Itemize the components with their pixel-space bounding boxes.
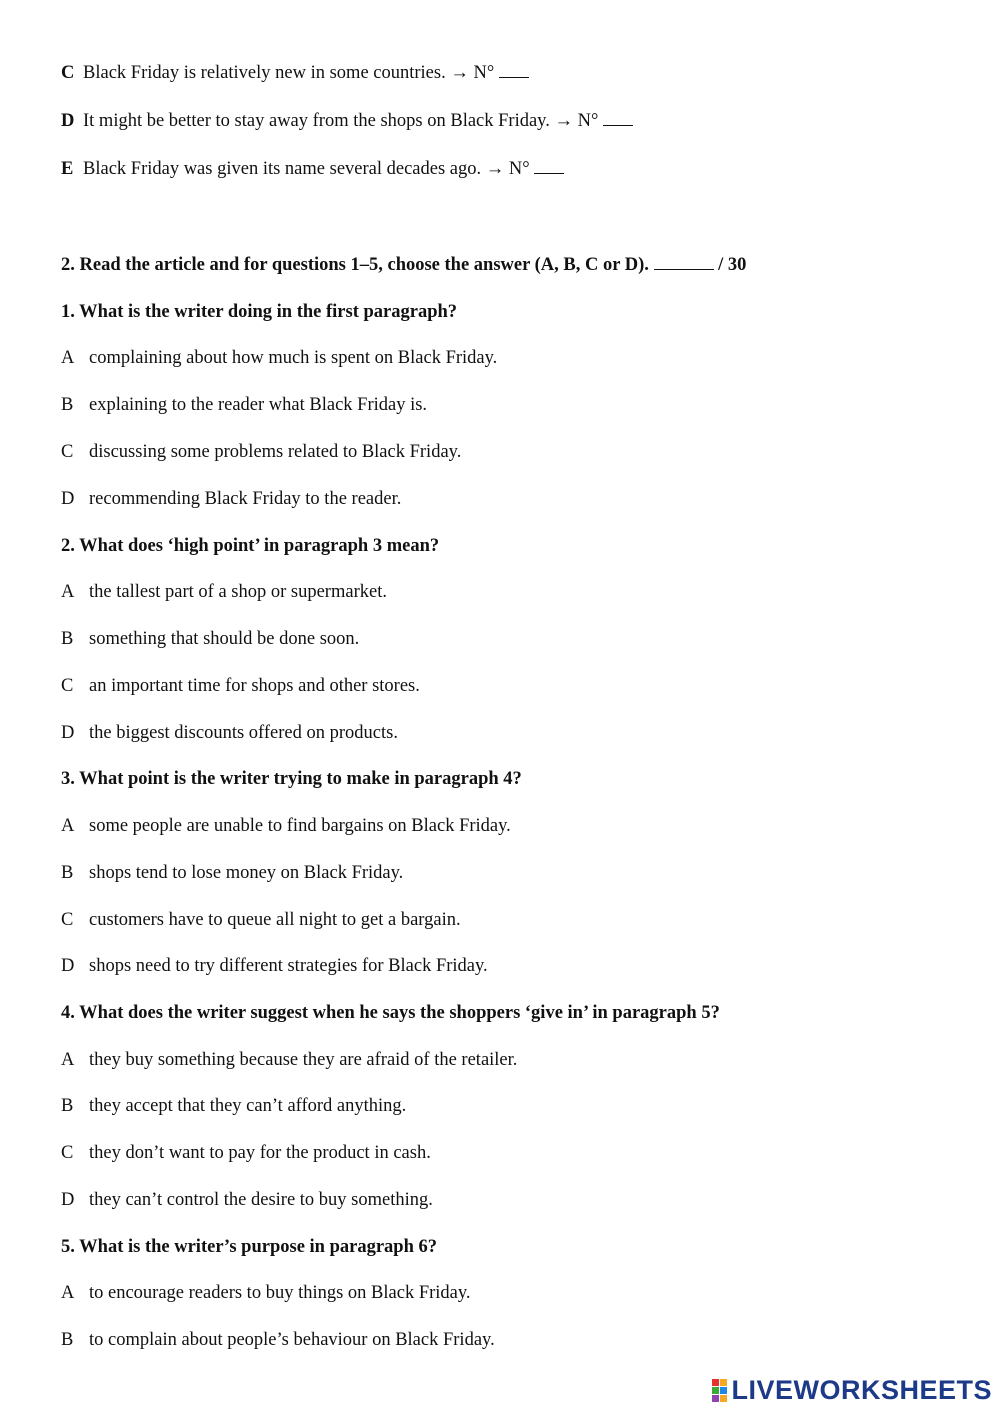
option-letter: C — [61, 442, 74, 462]
question-4: 4. What does the writer suggest when he says the shoppers ‘give in’ in paragraph 5? — [61, 1003, 720, 1023]
option-letter: C — [61, 910, 74, 930]
arrow-icon: → — [450, 63, 469, 83]
option-letter: D — [61, 956, 75, 976]
logo-text: LIVEWORKSHEETS — [731, 1374, 992, 1405]
option-5a[interactable] — [61, 1282, 471, 1304]
option-2a[interactable] — [61, 581, 387, 603]
option-letter: C — [61, 676, 74, 696]
option-letter: B — [61, 1330, 74, 1350]
arrow-icon: → — [554, 111, 573, 131]
option-4c[interactable] — [61, 1142, 431, 1164]
section-heading-text: 2. Read the article and for questions 1–5, choose the answer (A, B, C or D). — [61, 255, 649, 275]
liveworksheets-logo[interactable] — [712, 1375, 992, 1405]
option-1a[interactable] — [61, 347, 497, 369]
option-text: the biggest discounts offered on products. — [89, 723, 398, 743]
option-2d[interactable] — [61, 722, 398, 744]
option-text: to complain about people’s behaviour on Black Friday. — [89, 1330, 495, 1350]
option-text: they can’t control the desire to buy something. — [89, 1190, 433, 1210]
option-text: they accept that they can’t afford anything. — [89, 1096, 407, 1116]
option-letter: C — [61, 1143, 74, 1163]
matching-item-e — [61, 158, 564, 180]
question-5: 5. What is the writer’s purpose in paragraph 6? — [61, 1237, 437, 1257]
option-1b[interactable] — [61, 394, 427, 416]
option-text: shops need to try different strategies for Black Friday. — [89, 956, 488, 976]
option-letter: B — [61, 395, 74, 415]
option-1d[interactable] — [61, 488, 401, 510]
option-3b[interactable] — [61, 862, 403, 884]
option-text: shops tend to lose money on Black Friday. — [89, 863, 404, 883]
option-text: to encourage readers to buy things on Black Friday. — [89, 1283, 471, 1303]
number-label: N° — [577, 111, 599, 131]
option-letter: B — [61, 863, 74, 883]
option-text: the tallest part of a shop or supermarket. — [89, 582, 387, 602]
option-3a[interactable] — [61, 815, 511, 837]
number-label: N° — [508, 159, 530, 179]
section-heading — [61, 254, 746, 276]
option-letter: A — [61, 1283, 75, 1303]
item-text: Black Friday is relatively new in some countries. — [83, 63, 446, 83]
matching-item-c — [61, 62, 529, 84]
score-total: / 30 — [718, 255, 747, 275]
option-4d[interactable] — [61, 1189, 433, 1211]
number-label: N° — [473, 63, 495, 83]
option-letter: A — [61, 816, 75, 836]
option-letter: D — [61, 489, 75, 509]
score-blank[interactable] — [654, 255, 714, 270]
option-4a[interactable] — [61, 1049, 517, 1071]
option-text: complaining about how much is spent on Black Friday. — [89, 348, 498, 368]
question-3: 3. What point is the writer trying to make in paragraph 4? — [61, 769, 522, 789]
option-text: discussing some problems related to Black Friday. — [89, 442, 462, 462]
matching-item-d — [61, 110, 633, 132]
option-letter: A — [61, 348, 75, 368]
option-1c[interactable] — [61, 441, 461, 463]
option-2b[interactable] — [61, 628, 359, 650]
arrow-icon: → — [485, 159, 505, 179]
option-text: they buy something because they are afraid of the retailer. — [89, 1050, 518, 1070]
option-text: customers have to queue all night to get a bargain. — [89, 910, 461, 930]
item-letter: E — [61, 159, 74, 179]
option-3c[interactable] — [61, 909, 461, 931]
option-2c[interactable] — [61, 675, 420, 697]
answer-blank[interactable] — [603, 111, 633, 126]
option-letter: A — [61, 1050, 75, 1070]
answer-blank[interactable] — [534, 159, 564, 174]
item-letter: D — [61, 111, 75, 131]
option-5b[interactable] — [61, 1329, 495, 1351]
option-letter: D — [61, 1190, 75, 1210]
option-text: some people are unable to find bargains on Black Friday. — [89, 816, 511, 836]
option-letter: B — [61, 629, 74, 649]
option-letter: D — [61, 723, 75, 743]
option-3d[interactable] — [61, 955, 488, 977]
item-letter: C — [61, 63, 75, 83]
option-text: explaining to the reader what Black Friday is. — [89, 395, 428, 415]
item-text: It might be better to stay away from the shops on Black Friday. — [83, 111, 550, 131]
question-1: 1. What is the writer doing in the first paragraph? — [61, 302, 458, 322]
option-4b[interactable] — [61, 1095, 406, 1117]
option-letter: A — [61, 582, 75, 602]
question-2: 2. What does ‘high point’ in paragraph 3 mean? — [61, 536, 440, 556]
option-text: they don’t want to pay for the product in cash. — [89, 1143, 431, 1163]
logo-mark-icon — [712, 1379, 727, 1402]
item-text: Black Friday was given its name several decades ago. — [83, 159, 482, 179]
option-letter: B — [61, 1096, 74, 1116]
answer-blank[interactable] — [499, 63, 529, 78]
option-text: an important time for shops and other stores. — [89, 676, 420, 696]
option-text: recommending Black Friday to the reader. — [89, 489, 402, 509]
option-text: something that should be done soon. — [89, 629, 360, 649]
